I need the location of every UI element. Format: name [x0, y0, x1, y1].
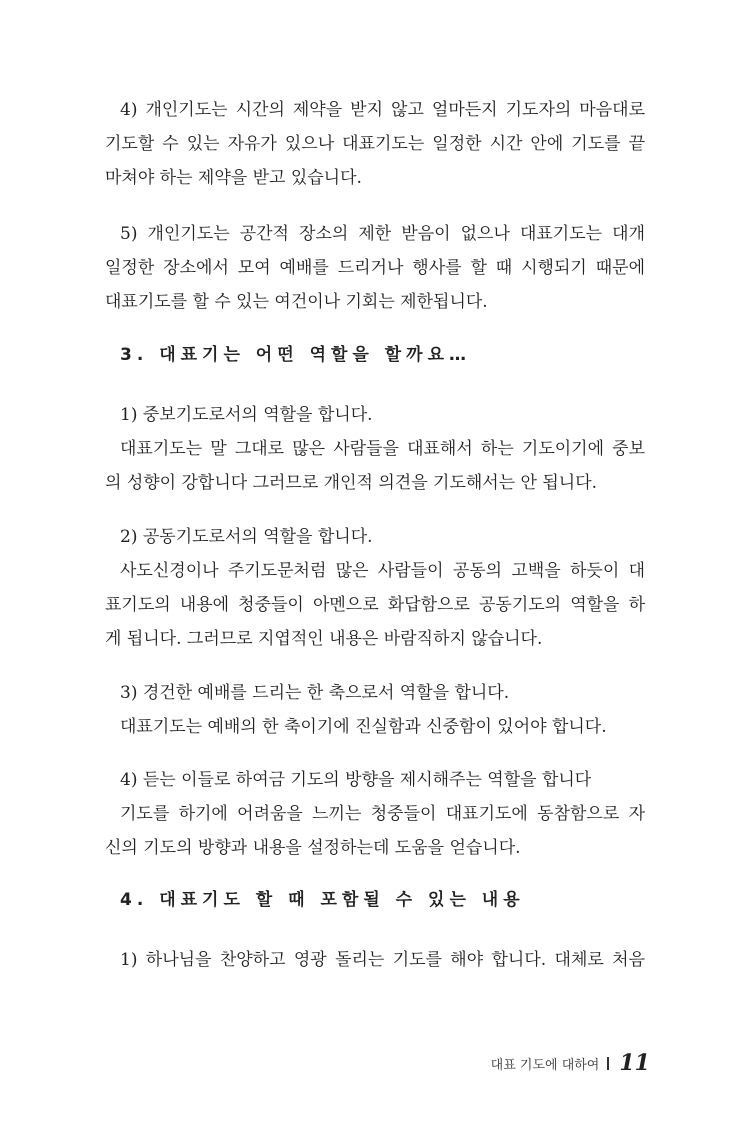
text-line: 신의 기도의 방향과 내용을 설정하는데 도움을 얻습니다. [105, 838, 521, 858]
item-title: 4) 듣는 이들로 하여금 기도의 방향을 제시해주는 역할을 합니다 [120, 770, 592, 790]
section-3-heading: 3. 대표기는 어떤 역할을 할까요… [120, 345, 472, 365]
text-line: 사도신경이나 주기도문처럼 많은 사람들이 공동의 고백을 하듯이 대 [120, 561, 645, 581]
text-line: 게 됩니다. 그러므로 지엽적인 내용은 바람직하지 않습니다. [105, 629, 543, 649]
text-line: 표기도의 내용에 청중들이 아멘으로 화답함으로 공동기도의 역할을 하 [105, 595, 645, 615]
section-4-heading: 4. 대표기도 할 때 포함될 수 있는 내용 [120, 890, 525, 910]
page-footer [491, 1050, 650, 1076]
text-line: 일정한 장소에서 모여 예배를 드리거나 행사를 할 때 시행되기 때문에 [105, 258, 645, 278]
text-line: 마쳐야 하는 제약을 받고 있습니다. [105, 168, 362, 188]
page-number: 11 [619, 1050, 650, 1076]
text-line: 1) 하나님을 찬양하고 영광 돌리는 기도를 해야 합니다. 대체로 처음 [120, 950, 645, 970]
text-line: 4) 개인기도는 시간의 제약을 받지 않고 얼마든지 기도자의 마음대로 [120, 100, 645, 120]
text-line: 의 성향이 강합니다 그러므로 개인적 의견을 기도해서는 안 됩니다. [105, 473, 598, 493]
text-line: 기도를 하기에 어려움을 느끼는 청중들이 대표기도에 동참함으로 자 [120, 804, 645, 824]
running-title: 대표 기도에 대하여 [490, 1057, 600, 1073]
text-line: 5) 개인기도는 공간적 장소의 제한 받음이 없으나 대표기도는 대개 [120, 224, 645, 244]
item-title: 1) 중보기도로서의 역할을 합니다. [120, 405, 373, 425]
text-line: 대표기도는 말 그대로 많은 사람들을 대표해서 하는 기도이기에 중보 [120, 439, 645, 459]
item-title: 2) 공동기도로서의 역할을 합니다. [120, 527, 373, 547]
footer-divider [607, 1057, 609, 1070]
item-title: 3) 경건한 예배를 드리는 한 축으로서 역할을 합니다. [120, 683, 510, 703]
text-line: 기도할 수 있는 자유가 있으나 대표기도는 일정한 시간 안에 기도를 끝 [105, 134, 645, 154]
text-line: 대표기도를 할 수 있는 여건이나 기회는 제한됩니다. [105, 292, 488, 312]
text-line: 대표기도는 예배의 한 축이기에 진실함과 신중함이 있어야 합니다. [120, 717, 607, 737]
